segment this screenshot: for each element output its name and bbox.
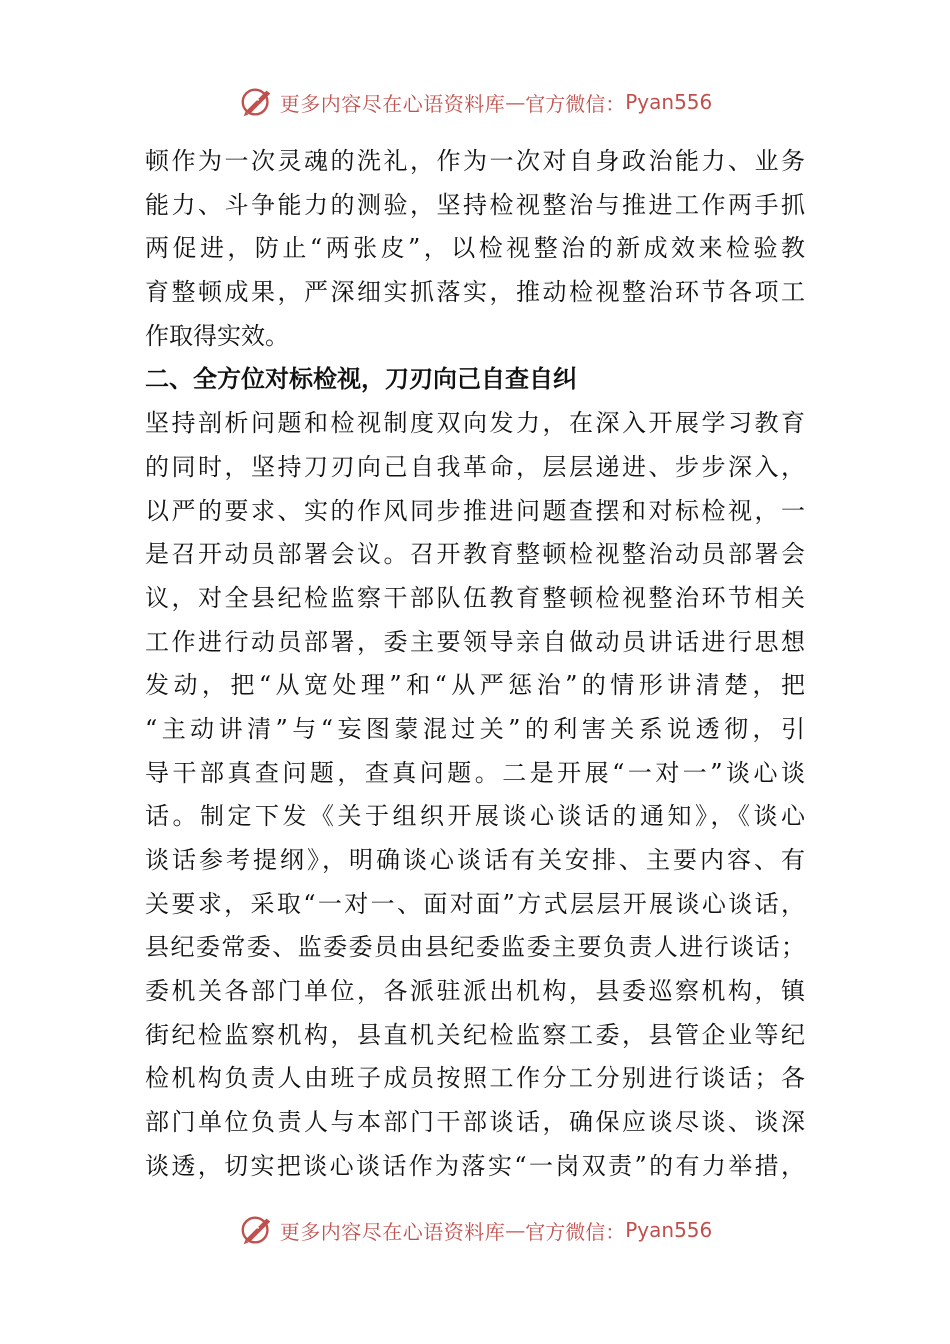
footer-watermark-banner [0, 1210, 950, 1250]
text-line: 的同时，坚持刀刃向己自我革命，层层递进、步步深入， [145, 452, 805, 481]
text-line: 工作进行动员部署，委主要领导亲自做动员讲话进行思想 [145, 627, 805, 656]
text-line: 顿作为一次灵魂的洗礼，作为一次对自身政治能力、业务 [145, 147, 805, 175]
text-line: 部门单位负责人与本部门干部谈话，确保应谈尽谈、谈深 [145, 1108, 805, 1137]
text-line: 关要求，采取“一对一、面对面”方式层层开展谈心谈话， [145, 889, 805, 918]
watermark-wechat-id: Pyan556 [625, 1218, 713, 1242]
watermark-wechat-id: Pyan556 [625, 90, 713, 114]
watermark-text: 更多内容尽在心语资料库 [279, 91, 506, 116]
text-line: “主动讲清”与“妄图蒙混过关”的利害关系说透彻，引 [145, 714, 805, 743]
text-line: 议，对全县纪检监察干部队伍教育整顿检视整治环节相关 [145, 583, 805, 612]
section-heading: 二、全方位对标检视，刀刃向己自查自纠 [145, 365, 577, 394]
text-line: 育整顿成果，严深细实抓落实，推动检视整治环节各项工 [145, 278, 805, 307]
text-line: 街纪检监察机构，县直机关纪检监察工委，县管企业等纪 [145, 1020, 805, 1049]
text-line: 能力、斗争能力的测验，坚持检视整治与推进工作两手抓 [145, 190, 805, 219]
text-line: 县纪委常委、监委委员由县纪委监委主要负责人进行谈话； [145, 933, 805, 962]
watermark-separator: — [505, 90, 526, 114]
pen-circle-icon [238, 83, 276, 121]
watermark-wechat-label: 官方微信： [525, 91, 626, 116]
pen-circle-icon [238, 1211, 276, 1249]
text-line: 发动，把“从宽处理”和“从严惩治”的情形讲清楚，把 [145, 671, 805, 700]
watermark-wechat-label: 官方微信： [525, 1219, 626, 1244]
text-line: 导干部真查问题，查真问题。二是开展“一对一”谈心谈 [145, 758, 805, 787]
watermark-text: 更多内容尽在心语资料库 [279, 1219, 506, 1244]
text-line: 话。制定下发《关于组织开展谈心谈话的通知》，《谈心 [145, 802, 805, 831]
text-line: 委机关各部门单位，各派驻派出机构，县委巡察机构，镇 [145, 977, 805, 1006]
text-line: 作取得实效。 [145, 321, 289, 350]
text-line: 谈话参考提纲》，明确谈心谈话有关安排、主要内容、有 [145, 846, 805, 874]
text-line: 谈透，切实把谈心谈话作为落实“一岗双责”的有力举措， [145, 1151, 805, 1180]
header-watermark-banner [0, 82, 950, 122]
document-body [145, 140, 805, 1189]
text-line: 以严的要求、实的作风同步推进问题查摆和对标检视，一 [145, 496, 805, 525]
text-line: 坚持剖析问题和检视制度双向发力，在深入开展学习教育 [145, 409, 805, 438]
watermark-separator: — [505, 1218, 526, 1242]
text-line: 检机构负责人由班子成员按照工作分工分别进行谈话；各 [145, 1064, 805, 1093]
text-line: 是召开动员部署会议。召开教育整顿检视整治动员部署会 [145, 540, 805, 569]
text-line: 两促进，防止“两张皮”，以检视整治的新成效来检验教 [145, 234, 805, 263]
